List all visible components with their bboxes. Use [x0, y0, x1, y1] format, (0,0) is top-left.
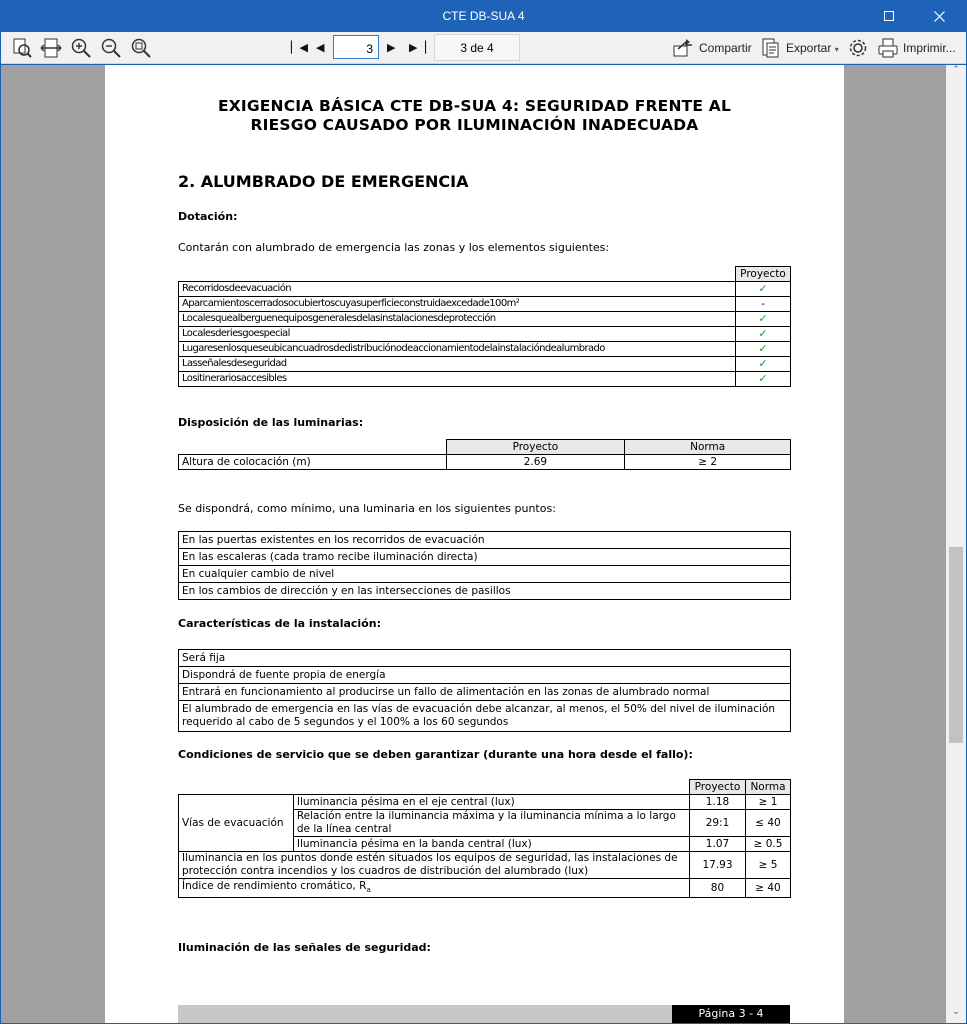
table-row: En cualquier cambio de nivel: [179, 566, 791, 583]
document-title: [105, 97, 844, 135]
caracteristicas-table: [178, 649, 791, 732]
print-icon[interactable]: [877, 37, 899, 59]
points-table: [178, 531, 791, 600]
window-title: CTE DB-SUA 4: [442, 9, 525, 23]
table-row: Recorridosdeevacuación ✓: [179, 282, 791, 297]
dotacion-col-proyecto: Proyecto: [736, 267, 791, 282]
vertical-scrollbar[interactable]: [946, 65, 966, 1023]
table-row: Lasseñalesdeseguridad ✓: [179, 357, 791, 372]
settings-icon[interactable]: [847, 37, 869, 59]
close-button[interactable]: [916, 0, 962, 32]
table-row: En las escaleras (cada tramo recibe iluminación directa): [179, 549, 791, 566]
table-row: Altura de colocación (m) 2.69 ≥ 2: [179, 455, 791, 470]
scroll-thumb[interactable]: [949, 547, 963, 743]
document-page: [105, 65, 844, 1023]
footer-bar: [178, 1005, 672, 1023]
check-icon: ✓: [736, 327, 791, 342]
last-page-button[interactable]: [409, 41, 426, 55]
disposicion-col-norma: Norma: [625, 440, 791, 455]
table-row: Lositinerariosaccesibles ✓: [179, 372, 791, 387]
zoom-in-icon: [70, 37, 92, 59]
share-icon[interactable]: [672, 37, 694, 59]
maximize-button[interactable]: [866, 0, 912, 32]
footer-page-number: Página 3 - 4: [672, 1005, 790, 1023]
zoom-out-button[interactable]: [100, 37, 122, 59]
caracteristicas-heading: Características de la instalación:: [178, 617, 381, 630]
export-icon[interactable]: [760, 37, 782, 59]
table-row: Dispondrá de fuente propia de energía: [179, 667, 791, 684]
chevron-down-icon: ▾: [834, 45, 839, 54]
scroll-down-icon[interactable]: ⌄: [952, 1007, 960, 1017]
table-row: Relación entre la iluminancia máxima y la iluminancia mínima a lo largo de la línea central 29:1 ≤ 40: [179, 810, 791, 837]
dotacion-heading: Dotación:: [178, 210, 238, 223]
table-row: Iluminancia pésima en la banda central (lux) 1.07 ≥ 0.5: [179, 837, 791, 852]
scroll-up-icon[interactable]: ⌃: [952, 65, 960, 75]
table-row: En las puertas existentes en los recorridos de evacuación: [179, 532, 791, 549]
title-line-1: EXIGENCIA BÁSICA CTE DB-SUA 4: SEGURIDAD FRENTE AL: [217, 97, 732, 115]
table-row: Lugaresenlosqueseubicancuadrosdedistribuciónodeaccionamientodelainstalacióndealumbrado ✓: [179, 342, 791, 357]
senales-heading: Iluminación de las señales de seguridad:: [178, 941, 431, 954]
export-label: Exportar: [786, 41, 832, 55]
page-count: 3 de 4: [434, 34, 520, 61]
next-page-icon: ▶: [387, 41, 396, 54]
fit-width-icon: [40, 37, 62, 59]
cri-cell: Índice de rendimiento cromático, $R_a$: [179, 879, 690, 898]
table-row: Entrará en funcionamiento al producirse un fallo de alimentación en las zonas de alumbrado normal: [179, 684, 791, 701]
export-button[interactable]: [786, 41, 839, 55]
section-heading: 2. ALUMBRADO DE EMERGENCIA: [178, 172, 469, 191]
table-row: Iluminancia en los puntos donde estén situados los equipos de seguridad, las instalaciones de protección contra incendios y los cuadros de distribución del alumbrado (lux) 17.93 ≥ 5: [179, 852, 791, 879]
prev-page-button[interactable]: [316, 41, 324, 55]
table-row: Localesderiesgoespecial ✓: [179, 327, 791, 342]
page-number-input[interactable]: [333, 35, 379, 59]
first-page-icon: ▏◀: [291, 41, 308, 54]
zoom-fit-icon: [130, 37, 152, 59]
title-line-2: RIESGO CAUSADO POR ILUMINACIÓN INADECUADA: [250, 116, 699, 134]
zoom-in-button[interactable]: [70, 37, 92, 59]
title-bar: [0, 0, 967, 32]
zoom-fit-button[interactable]: [130, 37, 152, 59]
maximize-icon: [884, 11, 894, 21]
prev-page-icon: ◀: [316, 41, 325, 54]
disposicion-table: [178, 439, 791, 470]
condiciones-heading: Condiciones de servicio que se deben garantizar (durante una hora desde el fallo):: [178, 748, 693, 761]
check-icon: ✓: [736, 312, 791, 327]
check-icon: ✓: [736, 342, 791, 357]
dotacion-table: [178, 266, 791, 387]
condiciones-table: [178, 779, 791, 898]
table-row: Índice de rendimiento cromático, $R_a$ 80 ≥ 40: [179, 879, 791, 898]
table-row: Localesquealberguenequiposgeneralesdelasinstalacionesdeprotección ✓: [179, 312, 791, 327]
first-page-button[interactable]: [291, 41, 308, 55]
disposicion-col-proyecto: Proyecto: [446, 440, 625, 455]
zoom-out-icon: [100, 37, 122, 59]
next-page-button[interactable]: [387, 41, 395, 55]
dotacion-intro: Contarán con alumbrado de emergencia las zonas y los elementos siguientes:: [178, 241, 610, 254]
check-icon: ✓: [736, 357, 791, 372]
zoom-page-button[interactable]: [11, 37, 33, 59]
document-viewer[interactable]: [1, 65, 946, 1023]
condiciones-col-norma: Norma: [745, 780, 790, 795]
disposicion-heading: Disposición de las luminarias:: [178, 416, 364, 429]
table-row: El alumbrado de emergencia en las vías de evacuación debe alcanzar, al menos, el 50% del nivel de iluminación requerido al cabo de 5 segundos y el 100% a los 60 segundos: [179, 701, 791, 732]
table-row: En los cambios de dirección y en las intersecciones de pasillos: [179, 583, 791, 600]
share-button[interactable]: Compartir: [699, 41, 752, 55]
close-icon: [934, 11, 945, 22]
check-icon: ✓: [736, 372, 791, 387]
table-row: Vías de evacuación Iluminancia pésima en el eje central (lux) 1.18 ≥ 1: [179, 795, 791, 810]
check-icon: ✓: [736, 282, 791, 297]
zoom-page-icon: [11, 37, 33, 59]
print-button[interactable]: Imprimir...: [903, 41, 956, 55]
last-page-icon: ▶▕: [409, 41, 426, 54]
condiciones-col-proyecto: Proyecto: [690, 780, 746, 795]
disposicion-intro: Se dispondrá, como mínimo, una luminaria en los siguientes puntos:: [178, 502, 556, 515]
table-row: Aparcamientoscerradosocubiertoscuyasuperficieconstruidaexcedade100m² -: [179, 297, 791, 312]
table-row: Será fija: [179, 650, 791, 667]
fit-width-button[interactable]: [40, 37, 62, 59]
